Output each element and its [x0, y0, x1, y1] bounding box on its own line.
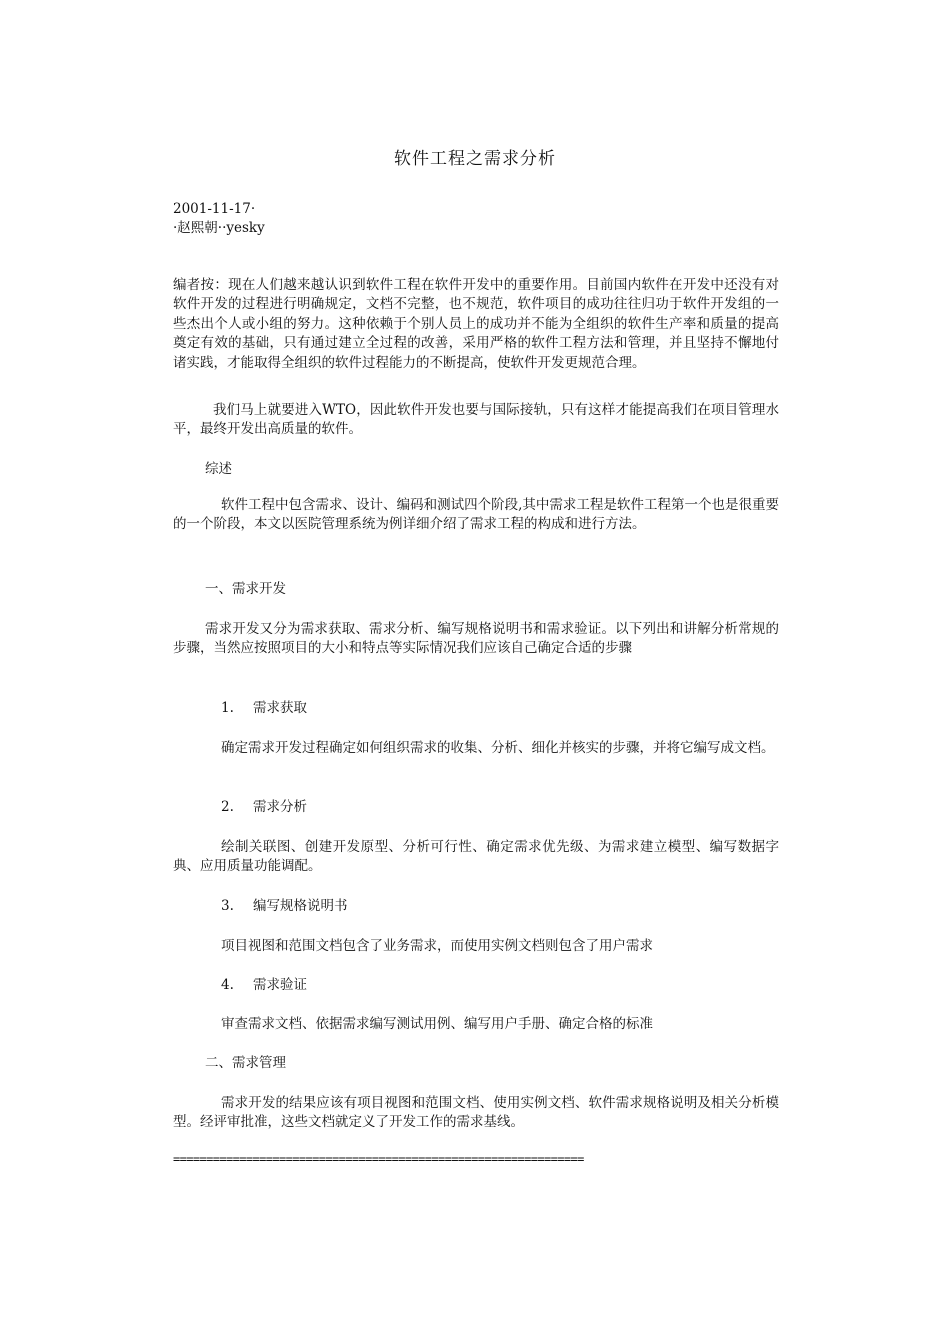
- step-title: 需求分析: [253, 799, 307, 815]
- step-title: 编写规格说明书: [253, 898, 348, 914]
- step-text: 审查需求文档、依据需求编写测试用例、编写用户手册、确定合格的标准: [221, 1016, 653, 1032]
- section2-paragraph: 需求开发的结果应该有项目视图和范围文档、使用实例文档、软件需求规格说明及相关分析模型。经评审批准，这些文档就定义了开发工作的需求基线。: [173, 1095, 779, 1131]
- section2-heading: 二、需求管理: [205, 1055, 286, 1071]
- step-heading: [221, 699, 307, 718]
- step-heading: [221, 798, 307, 817]
- step-title: 需求获取: [253, 700, 307, 716]
- section1-paragraph: 需求开发又分为需求获取、需求分析、编写规格说明书和需求验证。以下列出和讲解分析常规的步骤，当然应按照项目的大小和特点等实际情况我们应该自己确定合适的步骤: [173, 621, 779, 657]
- publish-date: 2001-11-17·: [173, 201, 256, 217]
- separator-line: ==============================================================: [173, 1152, 584, 1166]
- step-text: 项目视图和范围文档包含了业务需求，而使用实例文档则包含了用户需求: [221, 938, 653, 954]
- step-heading: [221, 976, 307, 995]
- author-line: ·赵熙朝··yesky: [173, 220, 265, 236]
- step-text: 确定需求开发过程确定如何组织需求的收集、分析、细化并核实的步骤，并将它编写成文档。: [221, 740, 775, 756]
- editor-note: 编者按：现在人们越来越认识到软件工程在软件开发中的重要作用。目前国内软件在开发中还没有对软件开发的过程进行明确规定，文档不完整，也不规范，软件项目的成功往往归功于软件开发组的一些杰出个人或小组的努力。这种依赖于个别人员上的成功并不能为全组织的软件生产率和质量的提高奠定有效的基础，只有通过建立全过程的改善，采用严格的软件工程方法和管理，并且坚持不懈地付诸实践，才能取得全组织的软件过程能力的不断提高，使软件开发更规范合理。: [173, 277, 779, 371]
- step-text: 绘制关联图、创建开发原型、分析可行性、确定需求优先级、为需求建立模型、编写数据字典、应用质量功能调配。: [173, 839, 779, 875]
- step-title: 需求验证: [253, 977, 307, 993]
- step-number: 1.: [221, 700, 234, 716]
- step-number: 4.: [221, 977, 234, 993]
- step-number: 3.: [221, 898, 234, 914]
- wto-paragraph: 我们马上就要进入WTO，因此软件开发也要与国际接轨，只有这样才能提高我们在项目管理水平，最终开发出高质量的软件。: [173, 402, 779, 438]
- overview-heading: 综述: [205, 461, 232, 477]
- document-title: 软件工程之需求分析: [394, 149, 556, 169]
- overview-paragraph: 软件工程中包含需求、设计、编码和测试四个阶段,其中需求工程是软件工程第一个也是很重要的一个阶段，本文以医院管理系统为例详细介绍了需求工程的构成和进行方法。: [173, 497, 779, 533]
- step-heading: [221, 897, 348, 916]
- step-number: 2.: [221, 799, 234, 815]
- section1-heading: 一、需求开发: [205, 581, 286, 597]
